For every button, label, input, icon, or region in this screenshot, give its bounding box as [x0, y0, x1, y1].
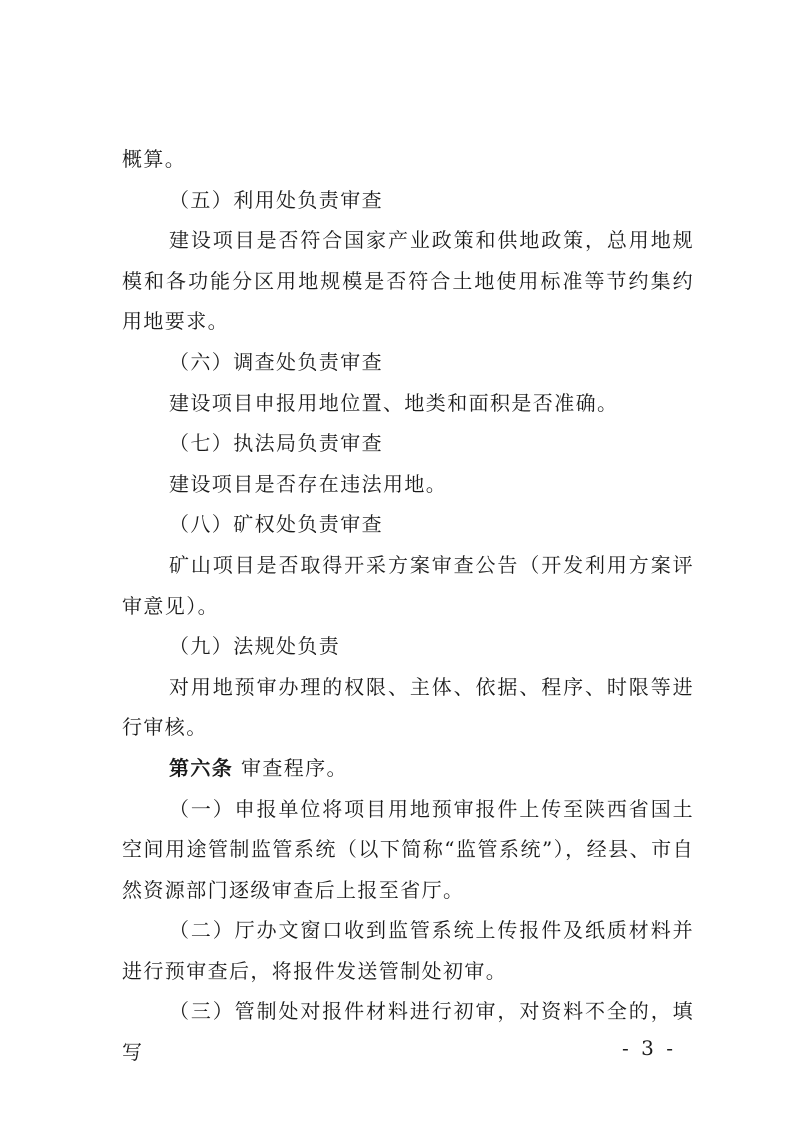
section-heading-5: （五）利用处负责审查	[169, 187, 383, 212]
paragraph-1: 概算。	[122, 147, 187, 171]
section-heading-6: （六）调查处负责审查	[169, 349, 383, 374]
document-body	[122, 139, 694, 1073]
article-subject: 审查程序。	[233, 755, 348, 780]
article-heading	[122, 748, 694, 789]
article-number: 第六条	[169, 755, 234, 780]
section-heading-7: （七）执法局负责审查	[169, 431, 383, 456]
procedure-step-2: （二）厅办文窗口收到监管系统上传报件及纸质材料并进行预审查后，将报件发送管制处初审。	[122, 918, 694, 983]
page-number: - 3 -	[622, 1036, 676, 1060]
paragraph-9: 矿山项目是否取得开采方案审查公告（开发利用方案评审意见）。	[122, 552, 694, 618]
procedure-step-3: （三）管制处对报件材料进行初审，对资料不全的，填写	[122, 999, 694, 1065]
procedure-step-1: （一）申报单位将项目用地预审报件上传至陕西省国土空间用途管制监管系统（以下简称“监管系统”），经县、市自然资源部门逐级审查后上报至省厅。	[122, 796, 694, 902]
section-heading-9: （九）法规处负责	[169, 634, 341, 659]
section-heading-8: （八）矿权处负责审查	[169, 512, 383, 537]
paragraph-3: 建设项目是否符合国家产业政策和供地政策，总用地规模和各功能分区用地规模是否符合土地使用标准等节约集约用地要求。	[122, 228, 694, 334]
paragraph-11: 对用地预审办理的权限、主体、依据、程序、时限等进行审核。	[122, 674, 694, 740]
paragraph-7: 建设项目是否存在违法用地。	[169, 471, 448, 496]
paragraph-5: 建设项目申报用地位置、地类和面积是否准确。	[169, 390, 619, 415]
